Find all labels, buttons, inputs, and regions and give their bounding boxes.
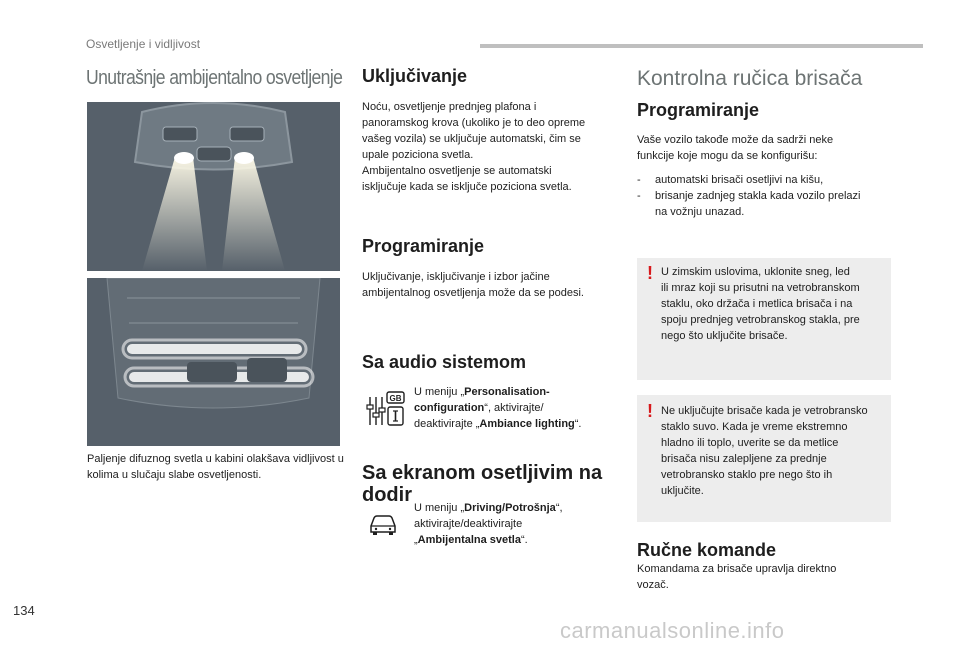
text-line: vozač. [637,579,669,591]
text-line: staklo suvo. Kada je vreme ekstremno [661,421,848,433]
text-line: Ambijentalno osvetljenje se automatski [362,165,552,177]
text-line: upale poziciona svetla. [362,149,474,161]
text-line: U zimskim uslovima, uklonite sneg, led [661,266,850,278]
text-line: Vaše vozilo takođe može da sadrži neke [637,134,834,146]
text-line: ili mraz koji su prisutni na vetrobranskom [661,282,860,294]
text-line: vetrobransko staklo pre nego što ih [661,469,833,481]
text-fragment: “, [555,502,563,514]
watermark: carmanualsonline.info [560,618,785,643]
warning-text [661,264,887,344]
menu-name-ambijentalna-svetla: Ambijentalna svetla [417,534,521,546]
menu-name-configuration: configuration [414,402,485,414]
heading-programiranje-middle: Programiranje [362,236,485,256]
audio-system-text [414,384,624,432]
heading-programiranje-right: Programiranje [637,100,760,120]
heading-ukljucivanje: Uključivanje [362,66,468,86]
list-text: na vožnju unazad. [655,206,745,218]
text-line: uključite. [661,485,704,497]
list-text: automatski brisači osetljivi na kišu, [655,174,824,186]
header-rule [480,44,923,48]
wiper-function-list [637,172,899,220]
page-number: 134 [13,603,35,618]
programiranje-text [362,269,622,301]
heading-audio-system: Sa audio sistemom [362,352,527,372]
text-fragment: deaktivirajte „ [414,418,480,430]
list-dash: - [637,190,641,202]
heading-line: dodir [362,484,412,506]
list-item [637,188,899,220]
text-line: brisača nisu zalepljene za prednje [661,453,827,465]
text-line: spoju prednjeg vetrobranskog stakla, pre [661,314,860,326]
wiper-programiranje-text [637,132,897,164]
touch-screen-text [414,500,624,548]
text-line: staklu, oko držača i metlica brisača i na [661,298,853,310]
text-fragment: “. [521,534,528,546]
text-line: funkcije koje mogu da se konfigurišu: [637,150,818,162]
text-line: vašeg vozila) se uključuje automatski, čim se [362,133,581,145]
heading-manual-controls: Ručne komande [637,540,777,560]
warning-icon: ! [647,263,653,283]
ukljucivanje-text [362,99,622,195]
list-item [637,172,899,188]
text-line: Uključivanje, isključivanje i izbor jačine [362,271,550,283]
warning-icon: ! [647,401,653,421]
heading-line: Sa ekranom osetljivim na [362,462,603,484]
text-line: panoramskog krova (ukoliko je to deo opreme [362,117,586,129]
warning-box-winter [637,258,891,380]
text-fragment: U meniju „ [414,386,465,398]
list-dash: - [637,174,641,186]
left-section-title: Unutrašnje ambijentalno osvetljenje [86,67,343,89]
text-line: hladno ili toplo, uverite se da metlice [661,437,839,449]
text-line: Ne uključujte brisače kada je vetrobransko [661,405,868,417]
audio-settings-icon [366,391,406,432]
menu-name-driving: Driving/Potrošnja [464,502,556,514]
text-line: ambijentalnog osvetljenja može da se podesi. [362,287,584,299]
ceiling-lights-photo [87,102,340,271]
wiper-section-title: Kontrolna ručica brisača [637,67,863,90]
photo-caption: Paljenje difuznog svetla u kabini olakšava vidljivost u kolima u slučaju slabe osvetljenosti. [87,453,344,481]
text-line: aktivirajte/deaktivirajte [414,518,523,530]
menu-name-personalisation: Personalisation- [464,386,550,398]
text-fragment: U meniju „ [414,502,465,514]
section-header: Osvetljenje i vidljivost [86,37,201,51]
text-line: nego što uključite brisače. [661,330,788,342]
menu-name-ambiance-lighting: Ambiance lighting [479,418,575,430]
list-text: brisanje zadnjeg stakla kada vozilo prelazi [655,190,861,202]
text-line: Noću, osvetljenje prednjeg plafona i [362,101,537,113]
text-fragment: “, aktivirajte/ [484,402,544,414]
text-line: isključuje kada se isključe poziciona svetla. [362,181,572,193]
text-fragment: „ [414,534,418,546]
gb-label: GB [389,394,402,403]
car-icon [368,512,398,541]
text-line: Komandama za brisače upravlja direktno [637,563,837,575]
text-fragment: “. [574,418,582,430]
warning-box-dry-glass [637,395,891,522]
manual-controls-text [637,561,897,593]
warning-text [661,403,887,499]
panoramic-roof-photo [87,278,340,446]
